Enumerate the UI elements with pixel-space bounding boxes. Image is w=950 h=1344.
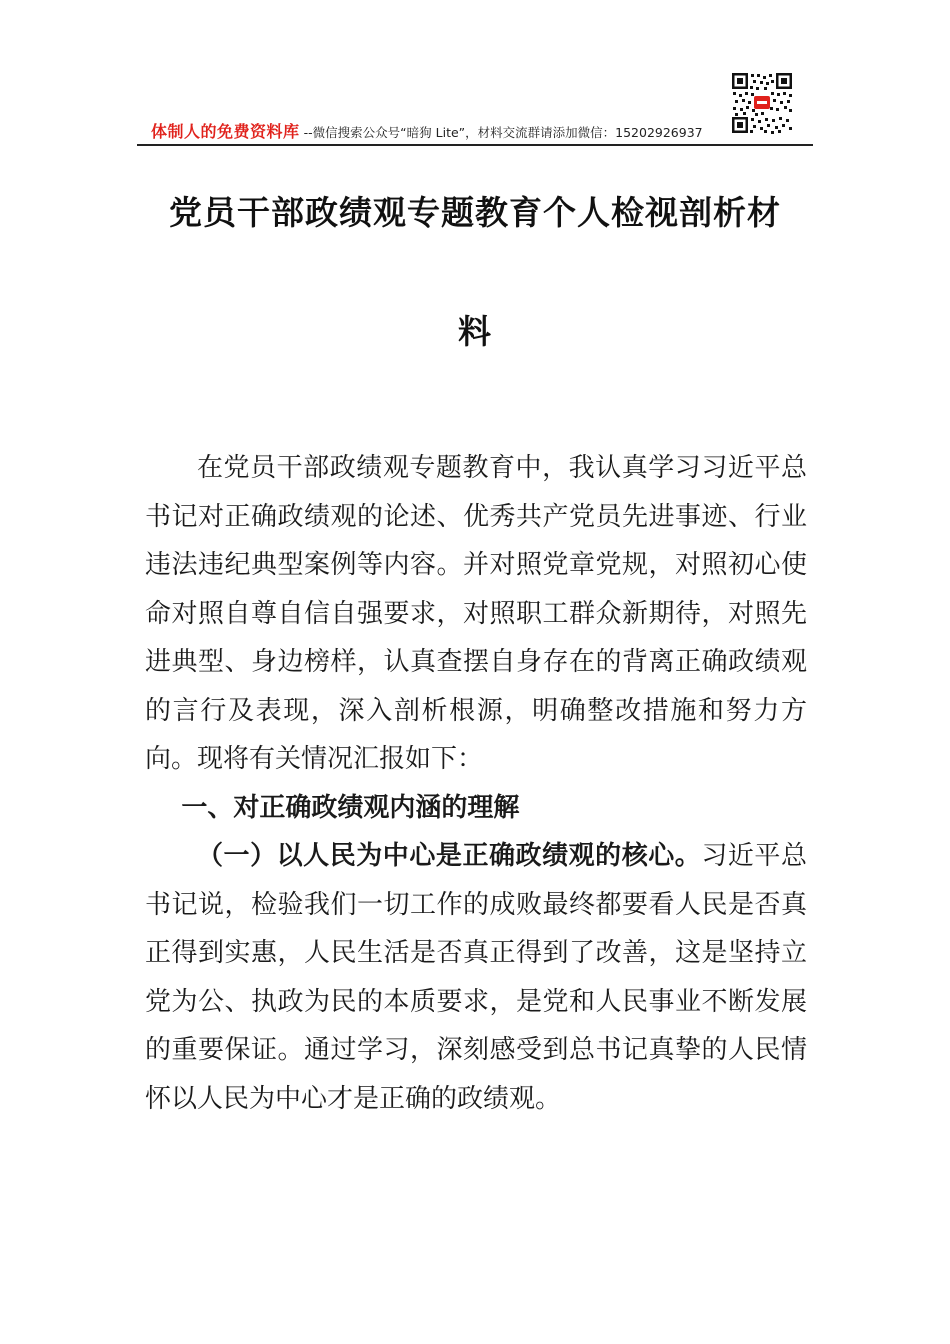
header-divider (137, 144, 813, 146)
subsection-lead-1: （一）以人民为中心是正确政绩观的核心。 (197, 841, 702, 871)
qr-code-icon (731, 72, 793, 134)
subsection-text-1: 习近平总书记说，检验我们一切工作的成败最终都要看人民是否真正得到实惠，人民生活是否真正得到了改善，这是坚持立党为公、执政为民的本质要求，是党和人民事业不断发展的重要保证。通过学习，深刻感受到总书记真挚的人民情怀以人民为中心才是正确的政绩观。 (145, 841, 807, 1114)
intro-paragraph: 在党员干部政绩观专题教育中，我认真学习习近平总书记对正确政绩观的论述、优秀共产党员先进事迹、行业违法违纪典型案例等内容。并对照党章党规，对照初心使命对照自尊自信自强要求，对照职工群众新期待，对照先进典型、身边榜样，认真查摆自身存在的背离正确政绩观的言行及表现，深入剖析根源，明确整改措施和努力方向。现将有关情况汇报如下： (145, 453, 807, 774)
section-heading-1: 一、对正确政绩观内涵的理解 (181, 792, 520, 823)
brand-name: 体制人的免费资料库 (151, 122, 300, 141)
header-subtitle: --微信搜索公众号“暗狗 Lite”，材料交流群请添加微信：15202926937 (303, 125, 703, 140)
document-title-line-1: 党员干部政绩观专题教育个人检视剖析材 (169, 193, 781, 232)
subsection-paragraph-1 (145, 832, 807, 1123)
header-banner-text (151, 123, 703, 143)
document-title-line-2: 料 (458, 312, 492, 351)
page-header (137, 70, 813, 146)
document-body (145, 444, 807, 1123)
